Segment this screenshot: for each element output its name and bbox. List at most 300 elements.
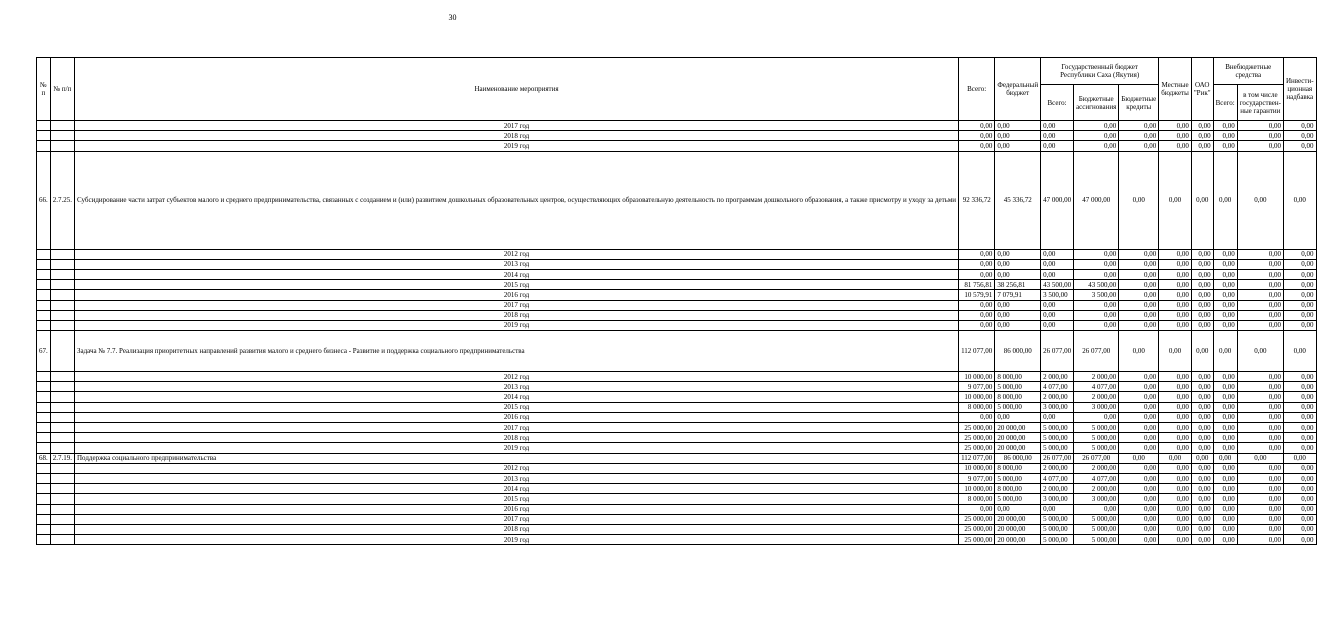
value-cell: 0,00: [1191, 280, 1213, 290]
value-cell: 0,00: [1159, 473, 1192, 483]
npp-cell: [50, 259, 74, 269]
value-cell: 0,00: [1159, 412, 1192, 422]
value-cell: 0,00: [1283, 320, 1316, 330]
item-value: 86 000,00: [995, 331, 1041, 372]
value-cell: 0,00: [995, 269, 1041, 279]
value-cell: 0,00: [1119, 141, 1159, 151]
value-cell: 0,00: [1159, 280, 1192, 290]
value-cell: 2 000,00: [1041, 484, 1074, 494]
value-cell: 0,00: [1041, 504, 1074, 514]
value-cell: 0,00: [1283, 382, 1316, 392]
year-label: 2017 год: [75, 514, 959, 524]
item-number: 66.: [37, 151, 51, 249]
budget-table: [36, 57, 1317, 545]
value-cell: 0,00: [1213, 249, 1237, 259]
value-cell: 0,00: [1191, 433, 1213, 443]
value-cell: 0,00: [1237, 423, 1283, 433]
table-row: [37, 433, 1317, 443]
value-cell: 25 000,00: [959, 443, 995, 453]
npp-cell: [50, 504, 74, 514]
table-row: [37, 372, 1317, 382]
item-value: 0,00: [1213, 453, 1237, 463]
table-row: [37, 494, 1317, 504]
header-num: № п: [37, 58, 51, 121]
value-cell: 0,00: [1191, 443, 1213, 453]
value-cell: 0,00: [995, 504, 1041, 514]
value-cell: 0,00: [1159, 290, 1192, 300]
num-cell: [37, 535, 51, 545]
value-cell: 0,00: [1213, 433, 1237, 443]
value-cell: 0,00: [1213, 131, 1237, 141]
value-cell: 0,00: [1191, 320, 1213, 330]
item-value: 47 000,00: [1041, 151, 1074, 249]
num-cell: [37, 372, 51, 382]
value-cell: 0,00: [1159, 494, 1192, 504]
value-cell: 5 000,00: [1041, 423, 1074, 433]
value-cell: 0,00: [1119, 423, 1159, 433]
value-cell: 8 000,00: [995, 484, 1041, 494]
value-cell: 0,00: [1191, 131, 1213, 141]
value-cell: 0,00: [1191, 535, 1213, 545]
value-cell: 0,00: [1159, 524, 1192, 534]
value-cell: 0,00: [995, 249, 1041, 259]
value-cell: 0,00: [1213, 269, 1237, 279]
year-label: 2018 год: [75, 433, 959, 443]
item-value: 45 336,72: [995, 151, 1041, 249]
num-cell: [37, 433, 51, 443]
year-label: 2015 год: [75, 402, 959, 412]
value-cell: 0,00: [1119, 320, 1159, 330]
value-cell: 10 000,00: [959, 484, 995, 494]
value-cell: 0,00: [1237, 249, 1283, 259]
value-cell: 2 000,00: [1074, 372, 1119, 382]
npp-cell: [50, 524, 74, 534]
value-cell: 0,00: [1119, 433, 1159, 443]
value-cell: 0,00: [1119, 300, 1159, 310]
value-cell: 4 077,00: [1074, 473, 1119, 483]
npp-cell: [50, 473, 74, 483]
year-label: 2013 год: [75, 259, 959, 269]
table-row: [37, 290, 1317, 300]
npp-cell: [50, 269, 74, 279]
header-state-budget: Государственный бюджет Республики Саха (Якутия): [1041, 58, 1159, 85]
year-label: 2017 год: [75, 423, 959, 433]
value-cell: 5 000,00: [1074, 514, 1119, 524]
value-cell: 0,00: [1159, 320, 1192, 330]
value-cell: 0,00: [1237, 443, 1283, 453]
value-cell: 2 000,00: [1041, 392, 1074, 402]
value-cell: 0,00: [1119, 514, 1159, 524]
item-value: 0,00: [1191, 331, 1213, 372]
value-cell: 10 579,91: [959, 290, 995, 300]
value-cell: 0,00: [1213, 310, 1237, 320]
npp-cell: [50, 463, 74, 473]
value-cell: 10 000,00: [959, 463, 995, 473]
item-code: [50, 331, 74, 372]
year-label: 2015 год: [75, 494, 959, 504]
value-cell: 0,00: [995, 141, 1041, 151]
value-cell: 0,00: [1191, 504, 1213, 514]
year-label: 2012 год: [75, 249, 959, 259]
value-cell: 7 079,91: [995, 290, 1041, 300]
value-cell: 0,00: [1119, 412, 1159, 422]
value-cell: 0,00: [1191, 473, 1213, 483]
value-cell: 8 000,00: [959, 494, 995, 504]
table-row: [37, 473, 1317, 483]
table-header: [37, 58, 1317, 121]
value-cell: 0,00: [959, 300, 995, 310]
year-label: 2018 год: [75, 524, 959, 534]
value-cell: 8 000,00: [995, 463, 1041, 473]
num-cell: [37, 290, 51, 300]
item-value: 0,00: [1237, 151, 1283, 249]
value-cell: 4 077,00: [1041, 473, 1074, 483]
value-cell: 0,00: [1159, 443, 1192, 453]
value-cell: 25 000,00: [959, 423, 995, 433]
value-cell: 0,00: [1041, 412, 1074, 422]
header-name: Наименование мероприятия: [75, 58, 959, 121]
item-value: 0,00: [1213, 151, 1237, 249]
value-cell: 0,00: [1283, 290, 1316, 300]
value-cell: 0,00: [1237, 280, 1283, 290]
value-cell: 0,00: [1191, 372, 1213, 382]
value-cell: 0,00: [1159, 535, 1192, 545]
value-cell: 0,00: [1159, 141, 1192, 151]
header-state-total: Всего:: [1041, 85, 1074, 121]
value-cell: 0,00: [1119, 382, 1159, 392]
value-cell: 0,00: [959, 504, 995, 514]
value-cell: 0,00: [959, 412, 995, 422]
value-cell: 0,00: [1159, 259, 1192, 269]
value-cell: 0,00: [1237, 433, 1283, 443]
value-cell: 2 000,00: [1074, 463, 1119, 473]
value-cell: 0,00: [1074, 300, 1119, 310]
value-cell: 0,00: [1213, 473, 1237, 483]
value-cell: 0,00: [959, 269, 995, 279]
value-cell: 0,00: [1237, 463, 1283, 473]
value-cell: 0,00: [995, 300, 1041, 310]
value-cell: 0,00: [1213, 494, 1237, 504]
value-cell: 4 077,00: [1074, 382, 1119, 392]
value-cell: 0,00: [1237, 535, 1283, 545]
header-oao: ОАО "Рик": [1191, 58, 1213, 121]
year-label: 2019 год: [75, 535, 959, 545]
npp-cell: [50, 535, 74, 545]
npp-cell: [50, 412, 74, 422]
value-cell: 0,00: [1041, 131, 1074, 141]
value-cell: 0,00: [1191, 514, 1213, 524]
num-cell: [37, 412, 51, 422]
item-code: 2.7.19.: [50, 453, 74, 463]
value-cell: 5 000,00: [1074, 443, 1119, 453]
table-row: [37, 535, 1317, 545]
value-cell: 8 000,00: [959, 402, 995, 412]
year-label: 2016 год: [75, 412, 959, 422]
value-cell: 0,00: [1237, 131, 1283, 141]
value-cell: 0,00: [995, 310, 1041, 320]
value-cell: 0,00: [1041, 300, 1074, 310]
value-cell: 0,00: [1191, 494, 1213, 504]
num-cell: [37, 392, 51, 402]
value-cell: 0,00: [1237, 484, 1283, 494]
value-cell: 0,00: [1119, 494, 1159, 504]
value-cell: 0,00: [1237, 514, 1283, 524]
value-cell: 0,00: [1074, 320, 1119, 330]
value-cell: 0,00: [1213, 121, 1237, 131]
value-cell: 0,00: [995, 412, 1041, 422]
header-total: Всего:: [959, 58, 995, 121]
value-cell: 0,00: [1119, 280, 1159, 290]
item-value: 0,00: [1283, 151, 1316, 249]
value-cell: 0,00: [1119, 259, 1159, 269]
value-cell: 0,00: [1283, 535, 1316, 545]
value-cell: 0,00: [1213, 535, 1237, 545]
value-cell: 0,00: [1191, 259, 1213, 269]
year-label: 2017 год: [75, 121, 959, 131]
table-row: [37, 402, 1317, 412]
value-cell: 5 000,00: [1041, 443, 1074, 453]
value-cell: 0,00: [1283, 402, 1316, 412]
value-cell: 5 000,00: [1041, 514, 1074, 524]
value-cell: 0,00: [995, 131, 1041, 141]
value-cell: 0,00: [1074, 310, 1119, 320]
value-cell: 0,00: [1041, 121, 1074, 131]
value-cell: 0,00: [1213, 392, 1237, 402]
value-cell: 0,00: [1119, 535, 1159, 545]
table-row: [37, 423, 1317, 433]
value-cell: 0,00: [1237, 402, 1283, 412]
value-cell: 0,00: [1119, 504, 1159, 514]
value-cell: 0,00: [1041, 310, 1074, 320]
npp-cell: [50, 141, 74, 151]
item-value: 26 077,00: [1074, 331, 1119, 372]
value-cell: 0,00: [1119, 121, 1159, 131]
value-cell: 0,00: [1159, 392, 1192, 402]
item-name: Задача № 7.7. Реализация приоритетных направлений развития малого и среднего бизнеса - Развитие и поддержка социального предпринимательства: [75, 331, 959, 372]
value-cell: 0,00: [995, 121, 1041, 131]
value-cell: 0,00: [1074, 269, 1119, 279]
value-cell: 0,00: [1237, 504, 1283, 514]
num-cell: [37, 131, 51, 141]
item-value: 0,00: [1237, 331, 1283, 372]
table-row: [37, 320, 1317, 330]
num-cell: [37, 524, 51, 534]
value-cell: 8 000,00: [995, 372, 1041, 382]
value-cell: 0,00: [1237, 494, 1283, 504]
value-cell: 0,00: [1074, 259, 1119, 269]
value-cell: 0,00: [1283, 249, 1316, 259]
table-row: [37, 121, 1317, 131]
value-cell: 0,00: [1283, 504, 1316, 514]
item-value: 0,00: [1283, 453, 1316, 463]
value-cell: 0,00: [1283, 372, 1316, 382]
table-row: [37, 259, 1317, 269]
value-cell: 0,00: [1159, 249, 1192, 259]
value-cell: 3 000,00: [1074, 402, 1119, 412]
value-cell: 0,00: [1213, 372, 1237, 382]
value-cell: 10 000,00: [959, 392, 995, 402]
item-name: Субсидирование части затрат субъектов малого и среднего предпринимательства, связанных с созданием и (или) развитием дошкольных образовательных центров, осуществляющих образовательную деятельность по программам дошкольного образования, а также присмотру и уходу за детьми: [75, 151, 959, 249]
value-cell: 0,00: [1119, 463, 1159, 473]
item-value: 0,00: [1159, 151, 1192, 249]
value-cell: 2 000,00: [1074, 484, 1119, 494]
npp-cell: [50, 290, 74, 300]
value-cell: 0,00: [1237, 372, 1283, 382]
table-row: [37, 392, 1317, 402]
value-cell: 0,00: [1119, 484, 1159, 494]
year-label: 2016 год: [75, 290, 959, 300]
value-cell: 0,00: [1283, 141, 1316, 151]
value-cell: 0,00: [1191, 412, 1213, 422]
value-cell: 0,00: [1041, 141, 1074, 151]
value-cell: 38 256,81: [995, 280, 1041, 290]
value-cell: 3 500,00: [1041, 290, 1074, 300]
header-state-credit: Бюджетные кредиты: [1119, 85, 1159, 121]
table-row: [37, 310, 1317, 320]
item-value: 112 077,00: [959, 453, 995, 463]
value-cell: 0,00: [1191, 300, 1213, 310]
item-row: [37, 151, 1317, 249]
num-cell: [37, 473, 51, 483]
table-row: [37, 300, 1317, 310]
npp-cell: [50, 443, 74, 453]
value-cell: 0,00: [1237, 412, 1283, 422]
year-label: 2019 год: [75, 443, 959, 453]
header-invest: Инвести-ционная надбавка: [1283, 58, 1316, 121]
item-value: 0,00: [1237, 453, 1283, 463]
table-row: [37, 484, 1317, 494]
item-value: 26 077,00: [1074, 453, 1119, 463]
value-cell: 0,00: [1191, 269, 1213, 279]
value-cell: 0,00: [1213, 320, 1237, 330]
value-cell: 5 000,00: [995, 494, 1041, 504]
value-cell: 0,00: [1191, 392, 1213, 402]
value-cell: 0,00: [1213, 484, 1237, 494]
value-cell: 0,00: [1237, 320, 1283, 330]
value-cell: 0,00: [1119, 524, 1159, 534]
value-cell: 0,00: [1283, 310, 1316, 320]
num-cell: [37, 443, 51, 453]
value-cell: 2 000,00: [1041, 463, 1074, 473]
value-cell: 0,00: [1119, 473, 1159, 483]
num-cell: [37, 514, 51, 524]
item-name: Поддержка социального предпринимательства: [75, 453, 959, 463]
value-cell: 9 077,00: [959, 382, 995, 392]
value-cell: 0,00: [1159, 372, 1192, 382]
value-cell: 0,00: [1159, 463, 1192, 473]
value-cell: 0,00: [1237, 290, 1283, 300]
value-cell: 0,00: [1213, 300, 1237, 310]
value-cell: 0,00: [1074, 131, 1119, 141]
value-cell: 0,00: [1159, 504, 1192, 514]
value-cell: 0,00: [1283, 259, 1316, 269]
num-cell: [37, 504, 51, 514]
table-row: [37, 463, 1317, 473]
year-label: 2014 год: [75, 392, 959, 402]
year-label: 2012 год: [75, 463, 959, 473]
value-cell: 3 500,00: [1074, 290, 1119, 300]
header-offbudget-total: Всего:: [1213, 85, 1237, 121]
value-cell: 0,00: [1074, 121, 1119, 131]
item-row: [37, 453, 1317, 463]
value-cell: 0,00: [1283, 392, 1316, 402]
value-cell: 0,00: [1119, 402, 1159, 412]
value-cell: 0,00: [959, 249, 995, 259]
value-cell: 0,00: [1191, 141, 1213, 151]
npp-cell: [50, 131, 74, 141]
item-value: 92 336,72: [959, 151, 995, 249]
value-cell: 0,00: [995, 320, 1041, 330]
value-cell: 0,00: [1159, 433, 1192, 443]
year-label: 2017 год: [75, 300, 959, 310]
table-row: [37, 514, 1317, 524]
value-cell: 0,00: [1159, 402, 1192, 412]
header-federal: Федеральный бюджет: [995, 58, 1041, 121]
value-cell: 0,00: [1283, 524, 1316, 534]
value-cell: 0,00: [959, 259, 995, 269]
value-cell: 0,00: [1283, 433, 1316, 443]
value-cell: 0,00: [1191, 310, 1213, 320]
value-cell: 0,00: [1213, 423, 1237, 433]
value-cell: 0,00: [1191, 249, 1213, 259]
value-cell: 0,00: [1237, 259, 1283, 269]
value-cell: 10 000,00: [959, 372, 995, 382]
value-cell: 5 000,00: [1041, 535, 1074, 545]
table-row: [37, 280, 1317, 290]
value-cell: 0,00: [1237, 524, 1283, 534]
npp-cell: [50, 433, 74, 443]
value-cell: 0,00: [1237, 269, 1283, 279]
value-cell: 0,00: [1237, 473, 1283, 483]
value-cell: 0,00: [1191, 121, 1213, 131]
value-cell: 8 000,00: [995, 392, 1041, 402]
value-cell: 0,00: [1283, 423, 1316, 433]
value-cell: 3 000,00: [1041, 402, 1074, 412]
value-cell: 3 000,00: [1041, 494, 1074, 504]
num-cell: [37, 300, 51, 310]
value-cell: 0,00: [1213, 463, 1237, 473]
value-cell: 0,00: [1283, 463, 1316, 473]
value-cell: 25 000,00: [959, 514, 995, 524]
table-row: [37, 382, 1317, 392]
header-npp: № п/п: [50, 58, 74, 121]
value-cell: 5 000,00: [995, 473, 1041, 483]
table-row: [37, 504, 1317, 514]
year-label: 2019 год: [75, 320, 959, 330]
value-cell: 0,00: [1191, 382, 1213, 392]
npp-cell: [50, 320, 74, 330]
value-cell: 0,00: [1191, 423, 1213, 433]
npp-cell: [50, 382, 74, 392]
value-cell: 0,00: [1213, 290, 1237, 300]
value-cell: 0,00: [1237, 310, 1283, 320]
value-cell: 25 000,00: [959, 524, 995, 534]
table-row: [37, 131, 1317, 141]
value-cell: 0,00: [995, 259, 1041, 269]
year-label: 2013 год: [75, 382, 959, 392]
value-cell: 0,00: [1283, 131, 1316, 141]
value-cell: 0,00: [1283, 494, 1316, 504]
value-cell: 0,00: [959, 310, 995, 320]
year-label: 2016 год: [75, 504, 959, 514]
value-cell: 5 000,00: [995, 402, 1041, 412]
item-value: 0,00: [1119, 151, 1159, 249]
value-cell: 43 500,00: [1041, 280, 1074, 290]
value-cell: 0,00: [1159, 121, 1192, 131]
value-cell: 0,00: [1237, 382, 1283, 392]
value-cell: 0,00: [1119, 249, 1159, 259]
value-cell: 4 077,00: [1041, 382, 1074, 392]
